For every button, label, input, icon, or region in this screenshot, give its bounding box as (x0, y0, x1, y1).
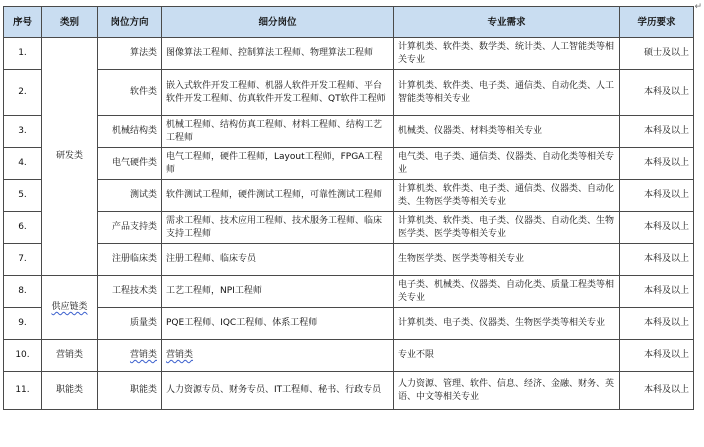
category-sales: 营销类 (42, 340, 98, 372)
row-education: 本科及以上 (620, 212, 694, 244)
row-detail: 工艺工程师，NPI工程师 (162, 276, 394, 308)
row-education: 本科及以上 (620, 70, 694, 116)
row-detail: PQE工程师、IQC工程师、体系工程师 (162, 308, 394, 340)
row-education: 本科及以上 (620, 116, 694, 148)
row-education: 本科及以上 (620, 148, 694, 180)
row-no: 3. (4, 116, 42, 148)
row-direction: 工程技术类 (98, 276, 162, 308)
row-direction: 电气硬件类 (98, 148, 162, 180)
table-row (4, 340, 694, 372)
row-detail: 需求工程师、技术应用工程师、技术服务工程师、临床支持工程师 (162, 212, 394, 244)
category-supply: 供应链类 (42, 276, 98, 340)
category-func: 职能类 (42, 372, 98, 410)
row-education: 本科及以上 (620, 308, 694, 340)
row-detail: 图像算法工程师、控制算法工程师、物理算法工程师 (162, 38, 394, 70)
category-rd: 研发类 (42, 38, 98, 276)
row-direction: 注册临床类 (98, 244, 162, 276)
row-detail: 机械工程师、结构仿真工程师、材料工程师、结构工艺工程师 (162, 116, 394, 148)
row-major: 生物医学类、医学类等相关专业 (394, 244, 620, 276)
table-row (4, 212, 694, 244)
table-row (4, 116, 694, 148)
header-category: 类别 (42, 7, 98, 38)
row-no: 11. (4, 372, 42, 410)
row-major: 计算机类、软件类、电子类、通信类、自动化类、人工智能类等相关专业 (394, 70, 620, 116)
row-major: 电子类、机械类、仪器类、自动化类、质量工程类等相关专业 (394, 276, 620, 308)
row-no: 7. (4, 244, 42, 276)
row-major: 人力资源、管理、软件、信息、经济、金融、财务、英语、中文等相关专业 (394, 372, 620, 410)
row-major: 计算机类、软件类、电子类、仪器类、自动化类、生物医学类、医学类等相关专业 (394, 212, 620, 244)
row-direction: 机械结构类 (98, 116, 162, 148)
row-no: 1. (4, 38, 42, 70)
row-detail: 人力资源专员、财务专员、IT工程师、秘书、行政专员 (162, 372, 394, 410)
row-no: 2. (4, 70, 42, 116)
row-detail: 电气工程师，硬件工程师，Layout工程师，FPGA工程师 (162, 148, 394, 180)
row-no: 9. (4, 308, 42, 340)
row-no: 6. (4, 212, 42, 244)
table-row (4, 372, 694, 410)
header-row (4, 7, 694, 38)
row-direction: 测试类 (98, 180, 162, 212)
table-row (4, 276, 694, 308)
row-direction: 算法类 (98, 38, 162, 70)
row-detail: 注册工程师、临床专员 (162, 244, 394, 276)
table-row (4, 244, 694, 276)
row-education: 本科及以上 (620, 180, 694, 212)
row-direction: 软件类 (98, 70, 162, 116)
header-detail: 细分岗位 (162, 7, 394, 38)
row-direction: 职能类 (98, 372, 162, 410)
row-education: 本科及以上 (620, 244, 694, 276)
recruitment-table (3, 6, 694, 410)
row-education: 本科及以上 (620, 372, 694, 410)
row-no: 4. (4, 148, 42, 180)
header-no: 序号 (4, 7, 42, 38)
paragraph-mark-icon: ↵ (694, 2, 702, 12)
row-direction: 营销类 (98, 340, 162, 372)
row-detail: 嵌入式软件开发工程师、机器人软件开发工程师、平台软件开发工程师、仿真软件开发工程师、QT软件工程师 (162, 70, 394, 116)
row-major: 计算机类、软件类、数学类、统计类、人工智能类等相关专业 (394, 38, 620, 70)
table-row (4, 38, 694, 70)
row-major: 计算机类、电子类、仪器类、生物医学类等相关专业 (394, 308, 620, 340)
table-row (4, 308, 694, 340)
row-major: 专业不限 (394, 340, 620, 372)
header-direction: 岗位方向 (98, 7, 162, 38)
header-education: 学历要求 (620, 7, 694, 38)
table-row (4, 148, 694, 180)
row-major: 电气类、电子类、通信类、仪器类、自动化类等相关专业 (394, 148, 620, 180)
row-no: 10. (4, 340, 42, 372)
row-direction: 产品支持类 (98, 212, 162, 244)
header-major: 专业需求 (394, 7, 620, 38)
row-direction: 质量类 (98, 308, 162, 340)
row-detail: 营销类 (162, 340, 394, 372)
row-major: 机械类、仪器类、材料类等相关专业 (394, 116, 620, 148)
row-no: 5. (4, 180, 42, 212)
row-education: 本科及以上 (620, 340, 694, 372)
row-detail: 软件测试工程师，硬件测试工程师，可靠性测试工程师 (162, 180, 394, 212)
row-major: 计算机类、软件类、电子类、通信类、仪器类、自动化类、生物医学类等相关专业 (394, 180, 620, 212)
row-education: 本科及以上 (620, 276, 694, 308)
table-row (4, 70, 694, 116)
table-row (4, 180, 694, 212)
row-education: 硕士及以上 (620, 38, 694, 70)
row-no: 8. (4, 276, 42, 308)
